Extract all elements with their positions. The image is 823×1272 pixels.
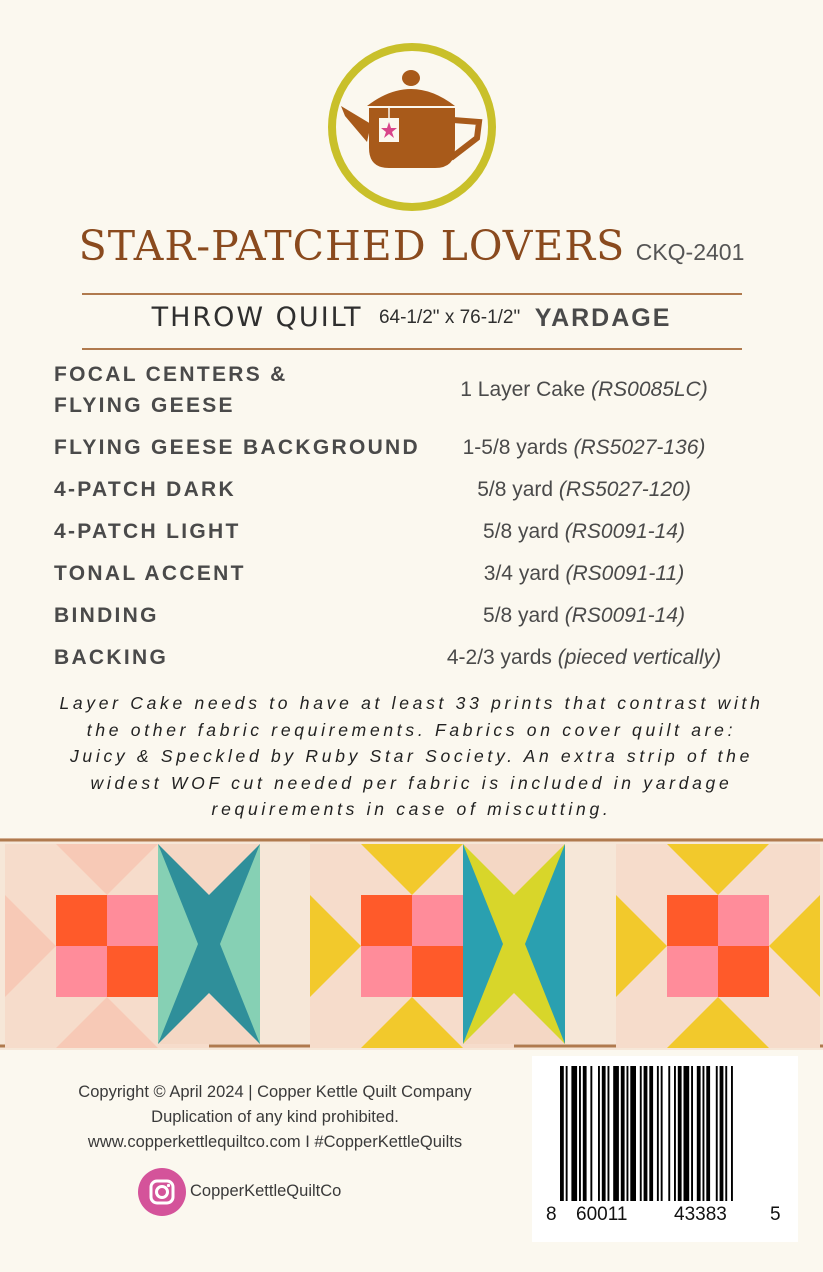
barcode-bar (640, 1066, 642, 1201)
pattern-code: CKQ-2401 (635, 239, 745, 265)
quilt-patch (412, 895, 463, 946)
barcode-bar (566, 1066, 568, 1201)
quilt-patch (616, 997, 667, 1048)
barcode-bar (608, 1066, 610, 1201)
fabric-amount: 3/4 yard (RS0091-11) (483, 562, 685, 585)
note-line: widest WOF cut needed per fabric is included in yardage (90, 772, 733, 793)
quilt-patch (310, 997, 361, 1048)
barcode-bar (621, 1066, 625, 1201)
quilt-patch (769, 844, 820, 895)
barcode-digit: 5 (770, 1204, 781, 1225)
barcode-bar (668, 1066, 670, 1201)
barcode-bar (583, 1066, 587, 1201)
fabric-amount: 5/8 yard (RS0091-14) (483, 520, 685, 543)
fabric-name: FOCAL CENTERS & (54, 363, 288, 386)
quilt-patch (5, 997, 56, 1048)
subtitle-row (0, 302, 823, 333)
fabric-amount: 5/8 yard (RS5027-120) (477, 478, 691, 501)
barcode-bar (627, 1066, 629, 1201)
quilt-patch (107, 895, 158, 946)
note-line: Layer Cake needs to have at least 33 prints that contrast with (59, 693, 764, 713)
teapot-logo-icon (327, 42, 497, 212)
yardage-row (54, 558, 774, 589)
quilt-patch (718, 946, 769, 997)
yardage-row (54, 359, 774, 421)
yardage-row (54, 432, 774, 463)
instagram-handle[interactable]: CopperKettleQuiltCo (190, 1182, 342, 1200)
barcode-bar (613, 1066, 619, 1201)
quilt-size-label: THROW QUILT (151, 302, 363, 333)
quilt-patch (412, 946, 463, 997)
fabric-name: FLYING GEESE BACKGROUND (54, 436, 420, 459)
fabric-name: BACKING (54, 646, 169, 669)
fabric-name-line2: FLYING GEESE (54, 394, 235, 417)
barcode-bar (678, 1066, 682, 1201)
fabric-name: TONAL ACCENT (54, 562, 246, 585)
fabric-amount: 1-5/8 yards (RS5027-136) (462, 436, 706, 459)
barcode-bar (674, 1066, 676, 1201)
yardage-row (54, 600, 774, 631)
quilt-patch (5, 844, 56, 895)
fabric-amount: 1 Layer Cake (RS0085LC) (460, 378, 708, 401)
quilt-patch (667, 895, 718, 946)
barcode-bar (602, 1066, 606, 1201)
barcode-digit: 8 (546, 1204, 557, 1225)
note-line: the other fabric requirements. Fabrics on cover quilt are: (86, 719, 737, 740)
barcode-bar (571, 1066, 577, 1201)
yardage-row (54, 642, 774, 673)
barcode-bar (657, 1066, 659, 1201)
fabric-name: 4-PATCH LIGHT (54, 520, 241, 543)
website-line[interactable]: www.copperkettlequiltco.com I #CopperKettleQuilts (87, 1133, 463, 1151)
barcode-bar (649, 1066, 653, 1201)
quilt-patch (667, 946, 718, 997)
fabric-note (0, 690, 823, 823)
section-heading: YARDAGE (534, 304, 672, 332)
title-row (0, 222, 823, 270)
barcode-digits: 60011 (576, 1204, 628, 1225)
barcode-bar (691, 1066, 693, 1201)
barcode-bar (560, 1066, 564, 1201)
barcode-bar (684, 1066, 690, 1201)
barcode-bar (697, 1066, 701, 1201)
quilt-patch (107, 946, 158, 997)
instagram-icon[interactable] (138, 1168, 186, 1216)
barcode-bar (725, 1066, 727, 1201)
barcode-bar (731, 1066, 733, 1201)
quilt-patch (361, 946, 412, 997)
copyright-line: Copyright © April 2024 | Copper Kettle Quilt Company (78, 1083, 472, 1101)
barcode-digits: 43383 (674, 1204, 727, 1225)
barcode-bar (716, 1066, 718, 1201)
barcode-bar (644, 1066, 648, 1201)
quilt-patch (56, 946, 107, 997)
quilt-patch (310, 844, 361, 895)
footer (20, 1080, 530, 1155)
top-rule (82, 293, 742, 295)
barcode-bar (630, 1066, 636, 1201)
yardage-row (54, 474, 774, 505)
barcode-bar (706, 1066, 710, 1201)
fabric-name: BINDING (54, 604, 159, 627)
note-line: requirements in case of miscutting. (211, 799, 612, 819)
quilt-patch (616, 844, 667, 895)
barcode-bar (590, 1066, 592, 1201)
barcode-bar (703, 1066, 705, 1201)
barcode-bar (720, 1066, 724, 1201)
quilt-dimensions: 64-1/2" x 76-1/2" (378, 307, 521, 328)
quilt-image (0, 838, 823, 1050)
note-line: Juicy & Speckled by Ruby Star Society. An extra strip of the (69, 746, 754, 766)
bottom-rule (82, 348, 742, 350)
barcode-bar (579, 1066, 581, 1201)
barcode-bar (661, 1066, 663, 1201)
pattern-title: STAR-PATCHED LOVERS (78, 222, 626, 270)
duplication-line: Duplication of any kind prohibited. (151, 1108, 399, 1126)
quilt-patch (361, 895, 412, 946)
fabric-amount: 4-2/3 yards (pieced vertically) (446, 646, 722, 669)
fabric-amount: 5/8 yard (RS0091-14) (483, 604, 685, 627)
yardage-row (54, 516, 774, 547)
quilt-patch (769, 997, 820, 1048)
barcode-bars (560, 1066, 770, 1201)
quilt-patch (718, 895, 769, 946)
fabric-name: 4-PATCH DARK (54, 478, 236, 501)
barcode (532, 1056, 798, 1242)
barcode-bar (598, 1066, 600, 1201)
quilt-patch (56, 895, 107, 946)
